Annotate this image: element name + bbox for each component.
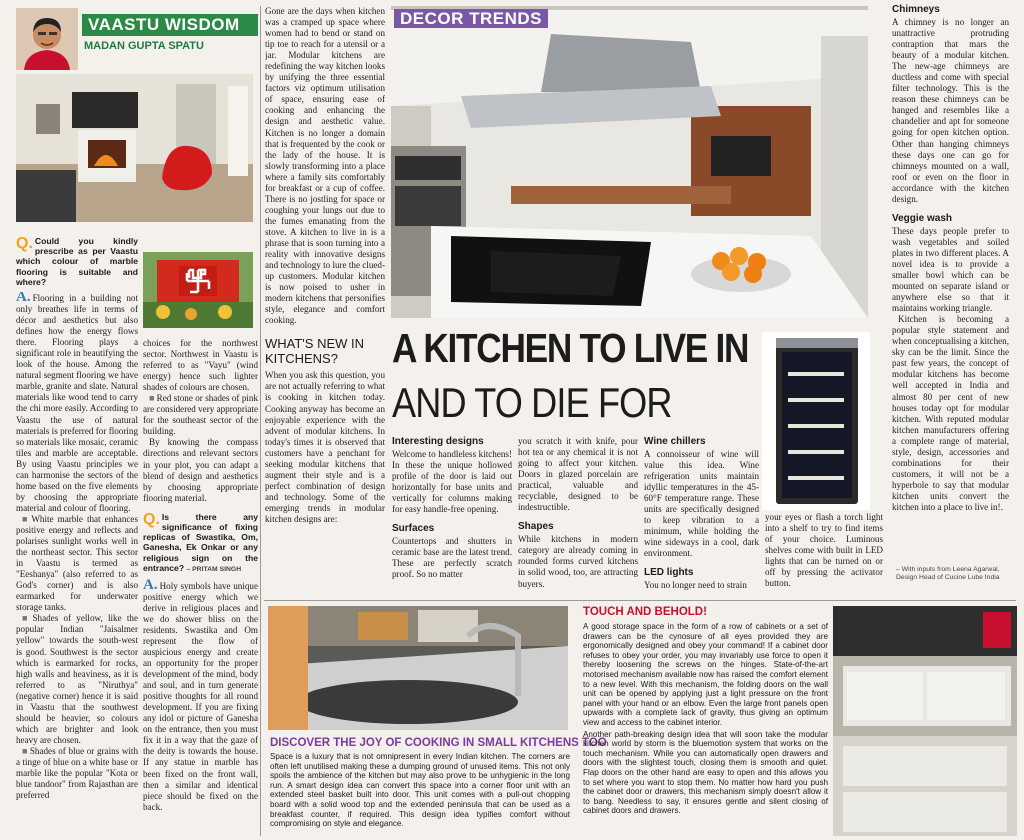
wine-led-column: Wine chillers A connoisseur of wine will value this idea. Wine refrigeration units maintain idyllic temperatures in the 45-60°F temperature range. These units are specifically designed to keep vibration to a minimum, while holding the wine sideways in a cool, dark environment. LED lights You no longer need to strain	[644, 436, 759, 591]
cabinet-photo	[833, 606, 1017, 836]
question-mark-icon: Q.	[143, 510, 160, 528]
answer-mark-icon: A.	[16, 292, 31, 305]
inputs-credit: – With inputs from Leena Agarwal, Design Head of Cucine Lube India	[896, 566, 1000, 581]
hero-kitchen-photo	[391, 6, 868, 318]
small-kitchens-heading: DISCOVER THE JOY OF COOKING IN SMALL KITCHENS TOO	[270, 737, 607, 749]
section-label: DECOR TRENDS	[394, 9, 548, 28]
vaastu-answer-column-2: choices for the northwest sector. Northwest in Vaastu is referred to as "Vayu" (wind energy) hence such lighter shades of colours are chosen. ■ Red stone or shades of pink are considered very appropriate for the southeast sector of the building. By knowing the compass directions and relevant sectors in your plot, you can adapt a blend of design and aesthetics by choosing appropriate flooring material. Q. Is there any significance of fixing replicas of Swastika, Om, Ganesha, Ek Onkar or any religious sign on the entrance? – PRITAM SINGH A. Holy symbols have unique positive energy which we derive in religious places and we do shower bliss on the residents. Swastika and Om represent the flow of auspicious energy and create an opportunity for the proper development of the mind, body and soul, and in turn generate positive thoughts for all round development. If you are fixing any idol or picture of Ganesha on the entrance, then you must fix it in a way that the gaze of the deity is towards the house. If any statue in marble has been fixed on the front wall, then a similar and identical piece should be fixed on the back.	[143, 338, 258, 812]
section-divider	[264, 600, 1016, 601]
living-room-photo	[16, 74, 253, 222]
chimneys-veggie-column: Chimneys A chimney is no longer an unattractive protruding contraption that mars the beauty of a modular kitchen. The new-age chimneys are ductless and come with special filter technology. This is the reason these chimneys can be hanged and resembles like a chandelier and apt for someone going for open kitchen option. Other than hanging chimneys these days one can go for chimneys mounted on a wall, roof or even on the floor in accordance with the kitchen design. Veggie wash These days people prefer to wash vegetables and soiled plates in two different places. A novel idea is to provide a smaller bowl which can be mounted on separate island or anywhere else so that it maintains working triangle. Kitchen is becoming a popular style statement and when conceptualising a kitchen, sky can be the limit. Since the past few years, the concept of modular kitchens has become well accepted in India and almost 80 per cent of new houses today opt for modular kitchen. With reputed modular kitchen manufacturers offering a complete range of material, style, design, accessories and combinations for their customers, it will not be a hyperbole to say that modular kitchen units convert the kitchen into a place to live in!.	[892, 4, 1009, 512]
touch-heading: TOUCH AND BEHOLD!	[583, 606, 707, 618]
vaastu-question-1: Q. Could you kindly prescribe as per Vaastu which colour of marble flooring is suitable and where?	[16, 235, 138, 287]
column-divider	[260, 6, 261, 836]
column-title: VAASTU WISDOM	[82, 14, 258, 36]
led-continued-column: your eyes or flash a torch light into a shelf to try to find items of your choice. Luminous shelves come with built in LED lights that can be turned on or off by pressing the activator button.	[765, 512, 883, 589]
author-portrait	[16, 8, 78, 70]
vaastu-answer-column-1: A. Flooring in a building not only breathes life in terms of décor and aesthetics but also defines how the energy flows there. Flooring plays a significant role in beautifying the look of the house. Among the natural segment flooring we have marble, granite and slate. Natural materials like wood tend to carry the chi more easily. According to Vaastu the use of natural materials is preferred for flooring so materials like mosaic, ceramic tiles and marble are acceptable. By using Vaastu principles we can harmonise the sectors of the home based on the five elements by choosing the appropriate material and colour of flooring. ■ White marble that enhances positive energy and reflects and polarises sunlight works well in the northeast sector. This sector in Vaastu is termed as "Eeshanya" (also referred to as God's corner) and is also earmarked for underwater storage tanks. ■ Shades of yellow, like the popular Indian "Jaisalmer yellow" towards the south-west is good. Southwest is the sector which is earmarked for rocks, high walls and heaviness, as it is referred to as "Niruthya" (negative corner) hence it is said in Vaastu that the southwest should be heavier, so colours which are brighter and look heavy are chosen. ■ Shades of blue or grains with a tinge of blue on a white base or marble like the popular "Kota or blue tandoor" from Rajasthan are preferred	[16, 292, 138, 837]
surfaces-shapes-column: you scratch it with knife, pour hot tea or any chemical it is not going to affect your kitchen. Doors in glazed porcelain are practical, valuable and recyclable, designed to be indestructible. Shapes While kitchens in modern category are already coming in rounded forms curved kitchens in solid wood, too, are attracting buyers.	[518, 436, 638, 589]
small-kitchens-body: Space is a luxury that is not omnipresent in every Indian kitchen. The corners are often left unutilised making these a dumping ground of unused items. This not only spoils the ambience of the kitchen but may also prove to be unhygienic in the long run. A smart design idea can convert this space into a corner floor unit with an extended steel basket built into door. This unit comes with a pull-out chopping board with a solid wood top and the extended peninsula that can be used as a breakfast counter, if required. This design idea typifies comfort without compromising on style and elegance.	[270, 752, 570, 829]
sink-photo	[268, 606, 568, 730]
decor-intro-column: Gone are the days when kitchen was a cramped up space where women had to bend or stand on tip toe to reach for a utensil or a jar. Modular kitchens are redefining the way kitchen looks by unifying the three essential factors viz optimum utilisation of space, ensuring ease of cooking and enhancing the design and aesthetic value. Kitchen is no longer a domain that is frequented by the cook or the lady of the house. It is slowly transforming into a place where a family sits comfortably for breakfast or a cup of coffee. There is no jostling for space or coughing your lungs out due to the fumes emanating from the stove. A kitchen to live in is a phrase that is soon turning into a reality with innovative designs and technology to lure the clued-up customers. Modular kitchen is now poised to usher in modern kitchens that personifies style, elegance and comfort cooking. WHAT'S NEW IN KITCHENS? When you ask this question, you are not actually referring to what is cooking in kitchen today. Cooking anyway has become an enjoyable experience with the advent of modular kitchens. In today's times it is observed that customers have a penchant for seeking modular kitchens that augment their style and is a perfect combination of design and technology. Some of the emerging trends in modular kitchen designs are:	[265, 6, 385, 524]
answer-mark-icon: A.	[143, 576, 158, 593]
swastika-tile-photo	[143, 252, 253, 328]
wine-chiller-photo	[762, 332, 870, 510]
column-author: MADAN GUPTA SPATU	[84, 40, 204, 52]
touch-body: A good storage space in the form of a row of cabinets or a set of drawers can be the cynosure of all eyes provided they are ergonomically designed and obey your command! If a cabinet door refuses to obey your order, you may invariably use force to open it thereby loosening the screws on the hinges. State-of-the-art motorised mechanism available now has raised the comfort element to a new level. With this mechanism, the folding doors on the wall unit can be opened by applying just a light pressure on the front panel with your hand or an elbow. Even the large front panels open upwards with a complete lack of gravity, thus giving an optimum view and access to the cabinet interior. Another path-breaking design idea that will soon take the modular kitchen world by storm is the bluemotion system that works on the touch mechanism. While you can automatically open drawers and doors with the slightest touch, closing them is smooth and quiet. Flap doors on the other hand are easy to open and this allows you to set where you want to stop them. No matter how hard you push the cabinet door or drawers, this mechanism simply doesn't allow it to bang. Needless to say, it ensures gentle and silent closing of cabinet doors and drawers.	[583, 622, 828, 816]
question-mark-icon: Q.	[16, 235, 33, 252]
interesting-designs-column: Interesting designs Welcome to handleless kitchens! In these the unique hollowed profile of the door is laid out horizontally for base units and vertically for columns making for easy handle-free opening. Surfaces Countertops and shutters in ceramic base are the latest trend. These are perfectly scratch proof. So no matter	[392, 436, 512, 580]
whats-new-heading: WHAT'S NEW IN KITCHENS?	[265, 336, 365, 367]
headline-line-2: AND TO DIE FOR	[392, 379, 672, 426]
headline-line-1: A KITCHEN TO LIVE IN	[392, 325, 749, 371]
